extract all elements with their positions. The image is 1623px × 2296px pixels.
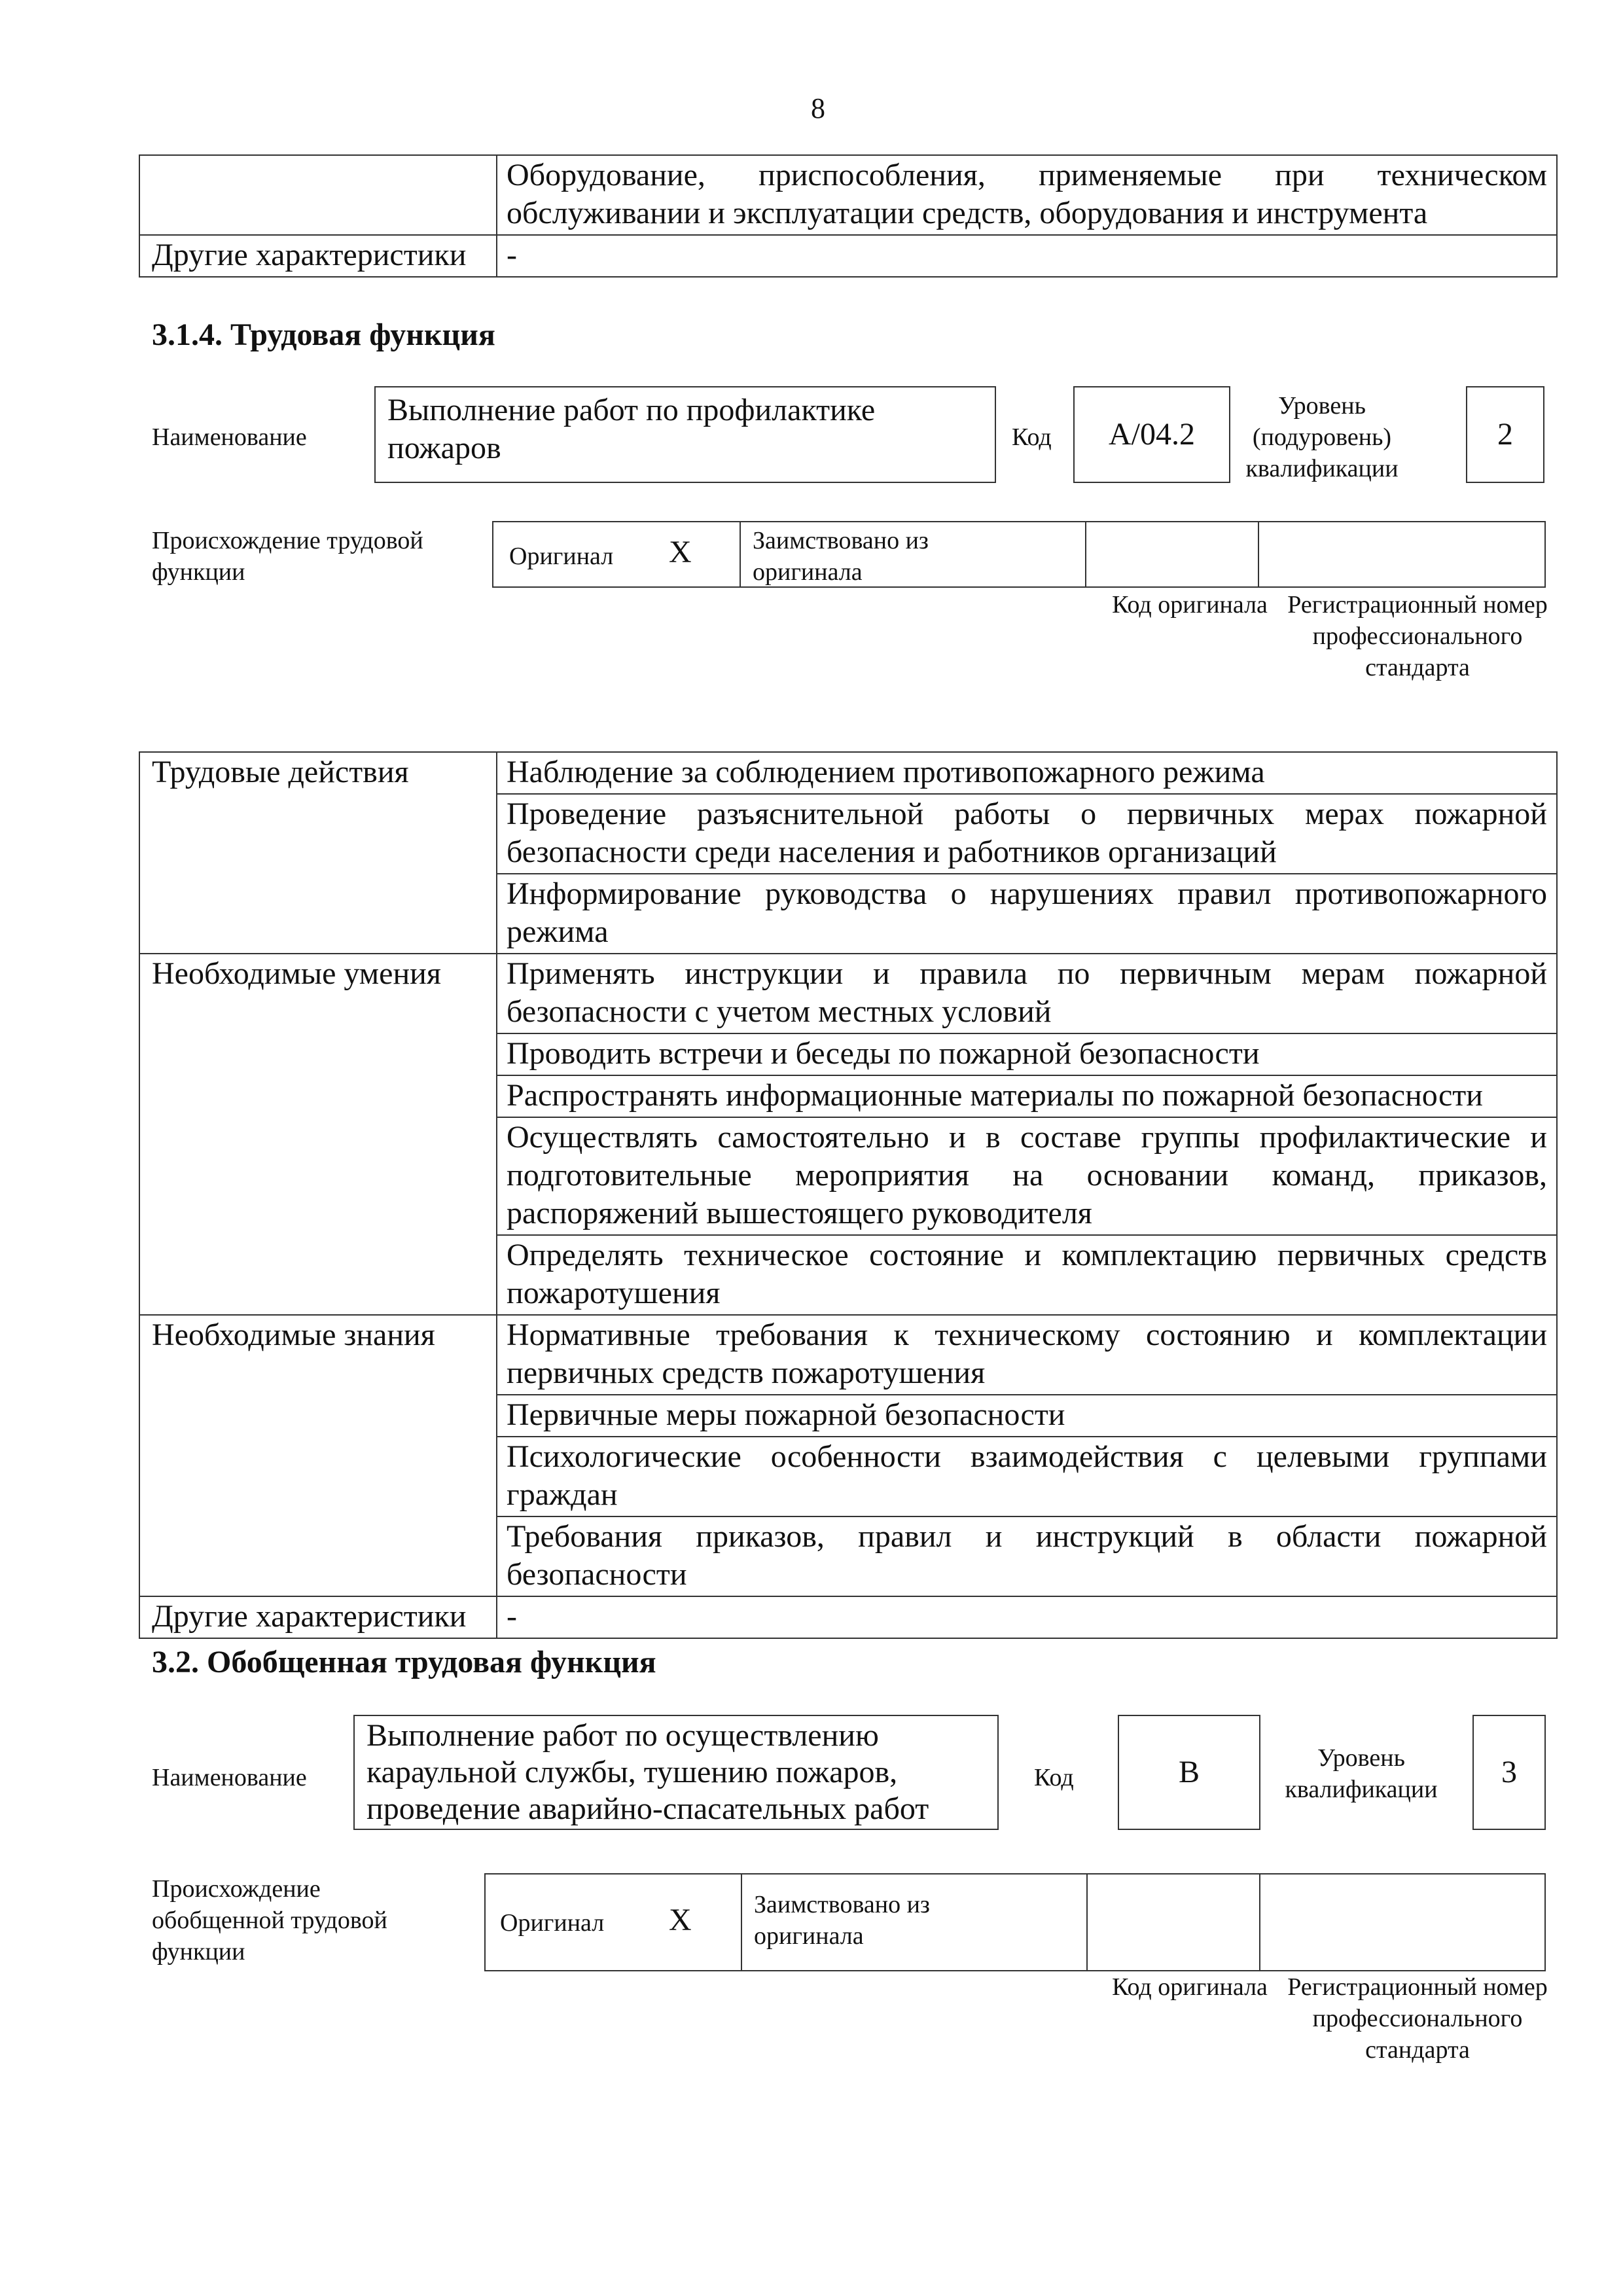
code-value: A/04.2: [1109, 417, 1195, 452]
row-content: Оборудование, приспособления, применяемые при техническом обслуживании и эксплуатации средств, оборудования и инструмента: [497, 155, 1557, 235]
table-row: [139, 752, 1557, 794]
group-item: Требования приказов, правил и инструкций в области пожарной безопасности: [497, 1516, 1557, 1596]
code-value-box: [1073, 386, 1230, 483]
origin-borrowed-label: Заимствовано из оригинала: [754, 1891, 930, 1950]
origin-table: [484, 1873, 1546, 1971]
group-item: Проводить встречи и беседы по пожарной безопасности: [497, 1033, 1557, 1075]
row-content: -: [497, 235, 1557, 277]
group-item: Применять инструкции и правила по первичным мерам пожарной безопасности с учетом местных условий: [497, 954, 1557, 1033]
reg-number-caption: Регистрационный номер профессионального стандарта: [1287, 1973, 1548, 2064]
continuation-table: [139, 154, 1558, 278]
level-value-box: [1466, 386, 1544, 483]
code-original-caption: Код оригинала: [1112, 591, 1268, 619]
origin-label: Происхождение обобщенной трудовой функции: [152, 1875, 387, 1965]
group-item: Первичные меры пожарной безопасности: [497, 1395, 1557, 1437]
origin-table: [492, 521, 1546, 588]
level-label: Уровень квалификации: [1285, 1744, 1438, 1803]
name-label: Наименование: [152, 1764, 307, 1791]
code-value-box: [1118, 1715, 1260, 1830]
group-label: Трудовые действия: [139, 752, 497, 954]
origin-mark: X: [669, 1903, 692, 1937]
name-value-box: [353, 1715, 999, 1830]
origin-reg-number-cell: [1260, 1874, 1544, 1970]
reg-number-caption: Регистрационный номер профессионального стандарта: [1287, 591, 1548, 681]
code-original-caption: Код оригинала: [1112, 1973, 1268, 2001]
group-item: Нормативные требования к техническому состоянию и комплектации первичных средств пожаротушения: [497, 1315, 1557, 1395]
name-value-box: [374, 386, 996, 483]
origin-borrowed-cell: [742, 1874, 1088, 1970]
section-heading: 3.1.4. Трудовая функция: [152, 317, 495, 352]
level-value: 2: [1497, 417, 1513, 452]
origin-borrowed-cell: [741, 522, 1086, 586]
name-label: Наименование: [152, 423, 307, 451]
table-row: [139, 1596, 1557, 1638]
origin-label: Происхождение трудовой функции: [152, 527, 423, 586]
group-item: Осуществлять самостоятельно и в составе группы профилактические и подготовительные мероприятия на основании команд, приказов, распоряжений вышестоящего руководителя: [497, 1117, 1557, 1235]
origin-original-label: Оригинал: [500, 1909, 605, 1937]
level-value: 3: [1501, 1755, 1517, 1789]
table-row: [139, 954, 1557, 1033]
group-item: Наблюдение за соблюдением противопожарного режима: [497, 752, 1557, 794]
row-label: Другие характеристики: [139, 235, 497, 277]
origin-borrowed-label: Заимствовано из оригинала: [753, 527, 929, 586]
origin-original-cell: [486, 1874, 742, 1970]
origin-mark: X: [669, 535, 692, 569]
group-item: Определять техническое состояние и комплектацию первичных средств пожаротушения: [497, 1235, 1557, 1315]
page-number: 8: [811, 92, 825, 124]
group-item: Распространять информационные материалы по пожарной безопасности: [497, 1075, 1557, 1117]
group-item: Психологические особенности взаимодействия с целевыми группами граждан: [497, 1437, 1557, 1516]
group-item: -: [497, 1596, 1557, 1638]
origin-code-cell: [1086, 522, 1259, 586]
section-heading: 3.2. Обобщенная трудовая функция: [152, 1645, 656, 1679]
code-label: Код: [1034, 1764, 1074, 1791]
origin-original-cell: [493, 522, 741, 586]
table-row: [139, 1315, 1557, 1395]
row-label: [139, 155, 497, 235]
table-row: [139, 155, 1557, 235]
origin-reg-number-cell: [1259, 522, 1544, 586]
name-value: Выполнение работ по профилактике пожаров: [387, 393, 876, 465]
group-item: Проведение разъяснительной работы о первичных мерах пожарной безопасности среди населения и работников организаций: [497, 794, 1557, 874]
group-label: Другие характеристики: [139, 1596, 497, 1638]
group-label: Необходимые знания: [139, 1315, 497, 1596]
group-label: Необходимые умения: [139, 954, 497, 1315]
labor-function-table: [139, 751, 1558, 1639]
level-value-box: [1472, 1715, 1546, 1830]
table-row: [139, 235, 1557, 277]
origin-original-label: Оригинал: [509, 543, 614, 570]
level-label: Уровень (подуровень) квалификации: [1245, 392, 1399, 482]
name-value: Выполнение работ по осуществлению караульной службы, тушению пожаров, проведение аварийно-спасательных работ: [366, 1718, 929, 1826]
code-value: B: [1178, 1755, 1200, 1789]
code-label: Код: [1012, 423, 1052, 451]
origin-code-cell: [1088, 1874, 1260, 1970]
group-item: Информирование руководства о нарушениях правил противопожарного режима: [497, 874, 1557, 954]
